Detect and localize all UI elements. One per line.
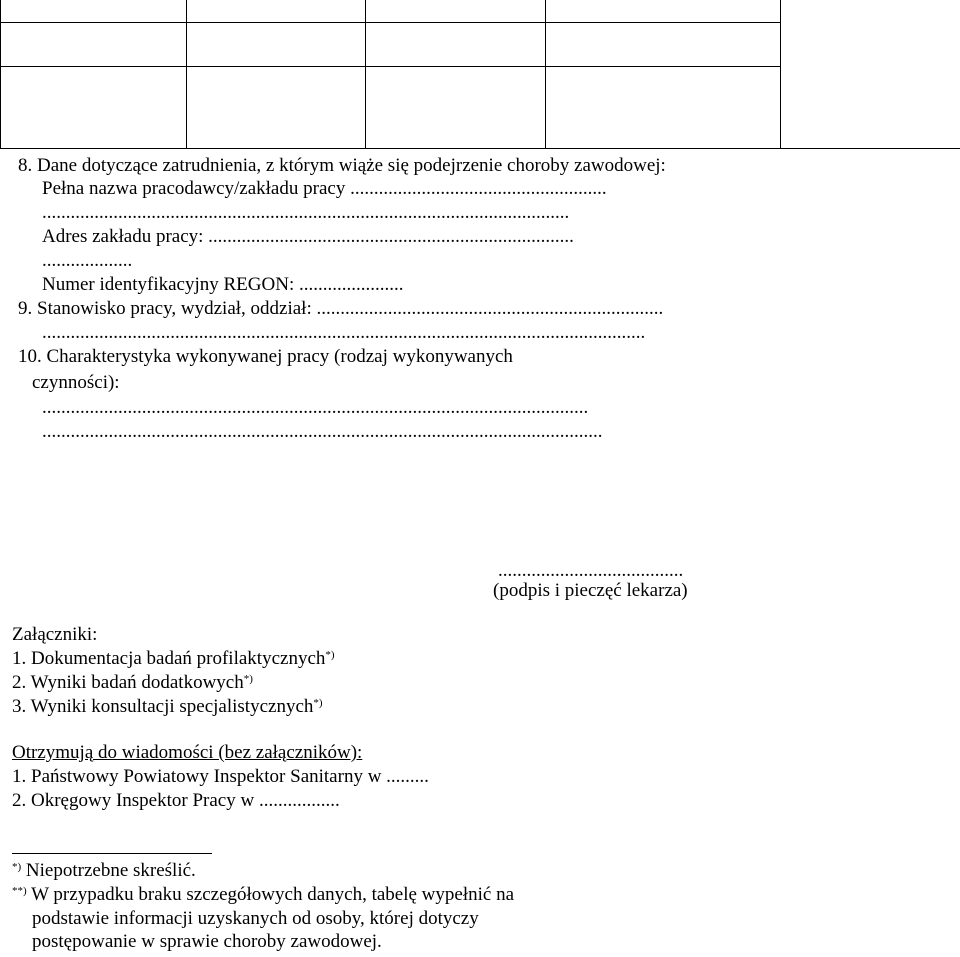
attachments-title: Załączniki: xyxy=(12,624,98,645)
section9-cont: ............................................................................................................................... xyxy=(42,322,646,343)
section10-dots-2: ...................................................................................................................... xyxy=(42,421,603,442)
recipients-title: Otrzymują do wiadomości (bez załączników): xyxy=(12,742,363,763)
footnote-2-line3: postępowanie w sprawie choroby zawodowej. xyxy=(32,931,382,952)
footnote-2-line2: podstawie informacji uzyskanych od osoby, której dotyczy xyxy=(32,908,479,929)
section8-heading: 8. Dane dotyczące zatrudnienia, z którym wiąże się podejrzenie choroby zawodowej: xyxy=(18,155,666,176)
address-field-cont: ................... xyxy=(42,250,133,271)
signature-dots: ....................................... xyxy=(498,560,684,581)
section10-heading: 10. Charakterystyka wykonywanej pracy (rodzaj wykonywanych xyxy=(18,346,513,367)
footnote-1: *) Niepotrzebne skreślić. xyxy=(12,860,196,881)
employer-name-field: Pełna nazwa pracodawcy/zakładu pracy ...................................................... xyxy=(42,178,607,199)
signature-label: (podpis i pieczęć lekarza) xyxy=(493,580,688,601)
attachment-item: 3. Wyniki konsultacji specjalistycznych*) xyxy=(12,696,323,717)
footnote-separator xyxy=(12,853,212,854)
attachment-item: 1. Dokumentacja badań profilaktycznych*) xyxy=(12,648,335,669)
section9-heading: 9. Stanowisko pracy, wydział, oddział: ......................................................................... xyxy=(18,298,664,319)
section10-dots-1: ................................................................................................................... xyxy=(42,397,589,418)
recipient-item: 2. Okręgowy Inspektor Pracy w ................. xyxy=(12,790,340,811)
employer-name-field-cont: ............................................................................................................... xyxy=(42,202,570,223)
footnote-2: **) W przypadku braku szczegółowych danych, tabelę wypełnić na xyxy=(12,884,514,905)
address-field: Adres zakładu pracy: ............................................................................. xyxy=(42,226,574,247)
regon-field: Numer identyfikacyjny REGON: ...................... xyxy=(42,274,404,295)
attachment-item: 2. Wyniki badań dodatkowych*) xyxy=(12,672,253,693)
section10-heading-cont: czynności): xyxy=(32,372,120,393)
recipient-item: 1. Państwowy Powiatowy Inspektor Sanitarny w ......... xyxy=(12,766,429,787)
empty-table-grid xyxy=(0,0,960,150)
